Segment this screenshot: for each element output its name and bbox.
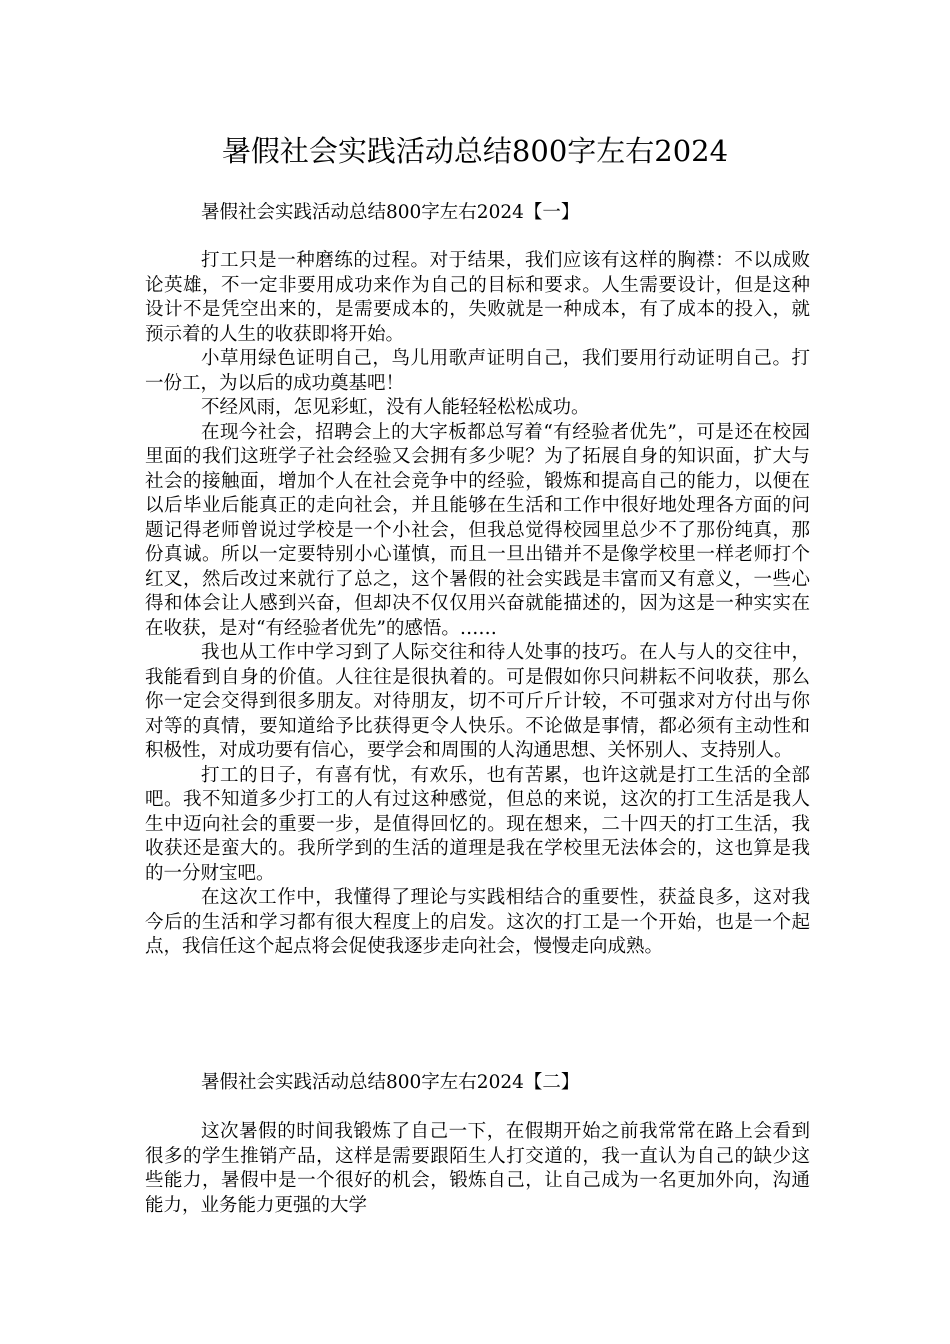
paragraph: 在这次工作中，我懂得了理论与实践相结合的重要性，获益良多，这对我今后的生活和学习都有很大程度上的启发。这次的打工是一个开始，也是一个起点，我信任这个起点将会促使我逐步走向社会，慢慢走向成熟。 [145, 887, 810, 957]
paragraph: 小草用绿色证明自己，鸟儿用歌声证明自己，我们要用行动证明自己。打一份工，为以后的成功奠基吧！ [145, 348, 810, 394]
paragraph: 我也从工作中学习到了人际交往和待人处事的技巧。在人与人的交往中，我能看到自身的价值。人往往是很执着的。可是假如你只问耕耘不问收获，那么你一定会交得到很多朋友。对待朋友，切不可斤斤计较，不可强求对方付出与你对等的真情，要知道给予比获得更令人快乐。不论做是事情，都必须有主动性和积极性，对成功要有信心，要学会和周围的人沟通思想、关怀别人、支持别人。 [145, 642, 810, 761]
paragraph: 不经风雨，怎见彩虹，没有人能轻轻松松成功。 [201, 397, 590, 418]
paragraph: 打工只是一种磨练的过程。对于结果，我们应该有这样的胸襟：不以成败论英雄，不一定非要用成功来作为自己的目标和要求。人生需要设计，但是这种设计不是凭空出来的，是需要成本的，失败就是一种成本，有了成本的投入，就预示着的人生的收获即将开始。 [145, 250, 810, 345]
section-heading-1: 暑假社会实践活动总结800字左右2024【一】 [201, 202, 580, 223]
section-heading-2: 暑假社会实践活动总结800字左右2024【二】 [201, 1072, 580, 1093]
section-2-body [145, 1120, 810, 1218]
section-1-body [145, 249, 810, 960]
document-title: 暑假社会实践活动总结800字左右2024 [221, 134, 729, 168]
paragraph: 在现今社会，招聘会上的大字板都总写着“有经验者优先”，可是还在校园里面的我们这班学子社会经验又会拥有多少呢？为了拓展自身的知识面，扩大与社会的接触面，增加个人在社会竞争中的经验，锻炼和提高自己的能力，以便在以后毕业后能真正的走向社会，并且能够在生活和工作中很好地处理各方面的问题记得老师曾说过学校是一个小社会，但我总觉得校园里总少不了那份纯真，那份真诚。所以一定要特别小心谨慎，而且一旦出错并不是像学校里一样老师打个红叉，然后改过来就行了总之，这个暑假的社会实践是丰富而又有意义，一些心得和体会让人感到兴奋，但却决不仅仅用兴奋就能描述的，因为这是一种实实在在收获，是对“有经验者优先”的感悟。…… [145, 421, 810, 639]
paragraph: 这次暑假的时间我锻炼了自己一下，在假期开始之前我常常在路上会看到很多的学生推销产品，这样是需要跟陌生人打交道的，我一直认为自己的缺少这些能力，暑假中是一个很好的机会，锻炼自己，让自己成为一名更加外向，沟通能力，业务能力更强的大学 [145, 1121, 810, 1216]
paragraph: 打工的日子，有喜有忧，有欢乐，也有苦累，也许这就是打工生活的全部吧。我不知道多少打工的人有过这种感觉，但总的来说，这次的打工生活是我人生中迈向社会的重要一步，是值得回忆的。现在想来，二十四天的打工生活，我收获还是蛮大的。我所学到的生活的道理是我在学校里无法体会的，这也算是我的一分财宝吧。 [145, 764, 810, 884]
